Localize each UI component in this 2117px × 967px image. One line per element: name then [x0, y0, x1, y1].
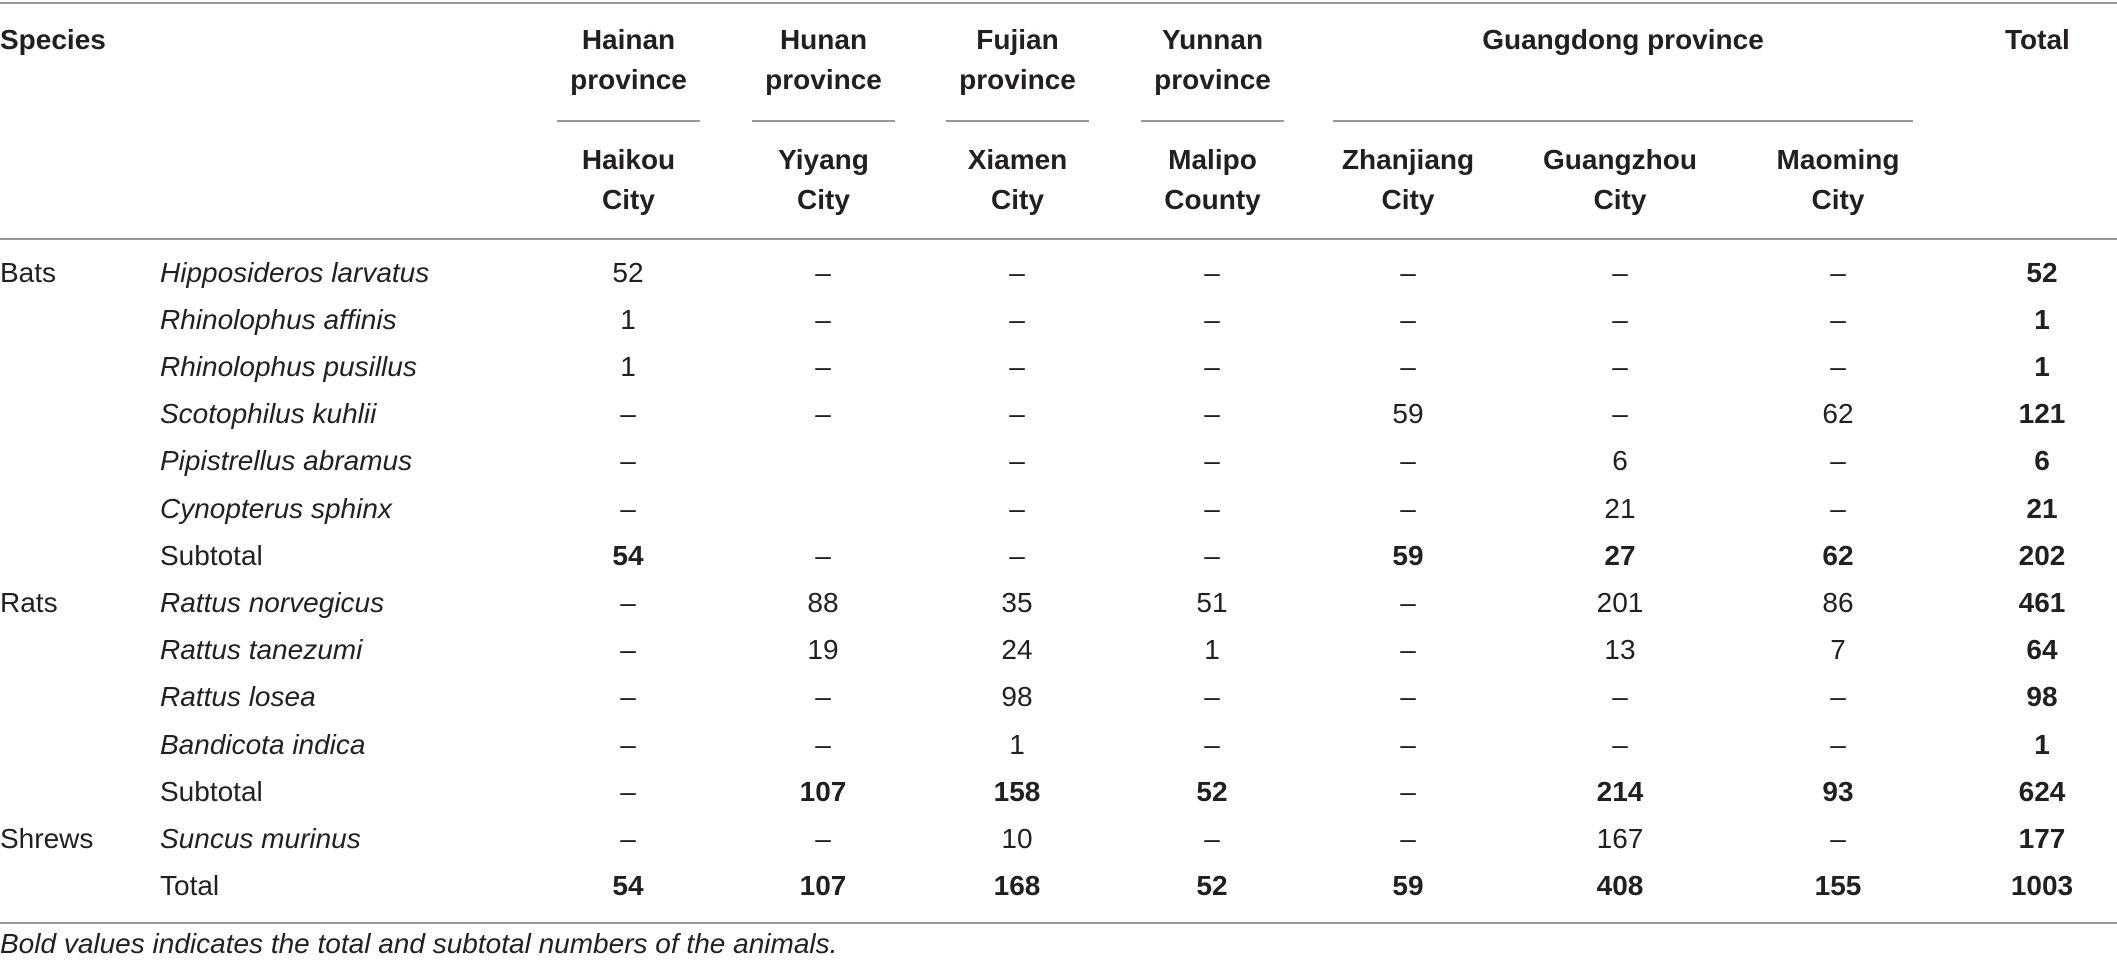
- city-line1: Haikou: [581, 144, 676, 175]
- count-cell: 54: [612, 870, 644, 902]
- count-cell: 1: [620, 303, 636, 335]
- city-header-guangzhou: [1535, 140, 1705, 220]
- count-cell: 51: [1196, 586, 1228, 618]
- count-cell: –: [1400, 586, 1416, 618]
- count-cell: –: [1009, 350, 1025, 382]
- count-cell: –: [1612, 398, 1628, 430]
- species-label: Suncus murinus: [160, 822, 361, 854]
- count-cell: 107: [799, 775, 847, 807]
- group-label: [0, 721, 150, 768]
- count-cell: –: [1830, 822, 1846, 854]
- count-cell: –: [1400, 445, 1416, 477]
- species-label: Rattus tanezumi: [160, 634, 363, 666]
- count-cell: –: [1830, 256, 1846, 288]
- city-line2: City: [1593, 184, 1647, 215]
- count-cell: –: [1400, 822, 1416, 854]
- count-cell: 59: [1392, 870, 1424, 902]
- count-cell: 6: [1612, 445, 1628, 477]
- count-cell: –: [1830, 350, 1846, 382]
- count-cell: 19: [807, 634, 839, 666]
- group-label: Shrews: [0, 822, 94, 854]
- count-cell: –: [620, 445, 636, 477]
- count-cell: 214: [1596, 775, 1644, 807]
- city-line2: City: [797, 184, 850, 215]
- count-cell: 27: [1604, 539, 1636, 571]
- city-line2: City: [1811, 184, 1865, 215]
- province-line2: province: [570, 64, 687, 95]
- count-cell: –: [815, 350, 831, 382]
- count-cell: 1: [1009, 728, 1025, 760]
- species-label: Rhinolophus affinis: [160, 303, 397, 335]
- count-cell: –: [1204, 822, 1220, 854]
- count-cell: –: [1204, 303, 1220, 335]
- count-cell: –: [815, 822, 831, 854]
- count-cell: 168: [993, 870, 1041, 902]
- count-cell: 201: [1596, 586, 1644, 618]
- province-line2: province: [1154, 64, 1271, 95]
- count-cell: –: [1612, 256, 1628, 288]
- count-cell: –: [1612, 728, 1628, 760]
- rule-guangdong: [1333, 120, 1913, 122]
- count-cell: 7: [1830, 634, 1846, 666]
- count-cell: –: [1009, 303, 1025, 335]
- count-cell: –: [1009, 492, 1025, 524]
- count-cell: 167: [1596, 822, 1644, 854]
- city-line2: City: [602, 184, 655, 215]
- count-cell: 52: [1196, 870, 1228, 902]
- total-cell: 21: [2026, 492, 2058, 524]
- count-cell: –: [1204, 445, 1220, 477]
- count-cell: –: [620, 586, 636, 618]
- count-cell: 59: [1392, 539, 1424, 571]
- group-label: Bats: [0, 256, 57, 288]
- count-cell: –: [1204, 256, 1220, 288]
- count-cell: 24: [1001, 634, 1033, 666]
- province-line2: province: [959, 64, 1076, 95]
- total-cell: 6: [2034, 445, 2050, 477]
- city-line1: Guangzhou: [1543, 144, 1697, 175]
- count-cell: 21: [1604, 492, 1636, 524]
- count-cell: [753, 438, 893, 485]
- rule-yunnan: [1141, 120, 1284, 122]
- count-cell: –: [1612, 681, 1628, 713]
- count-cell: –: [1400, 634, 1416, 666]
- count-cell: –: [1009, 539, 1025, 571]
- city-line1: Xiamen: [967, 144, 1068, 175]
- rule-hunan: [752, 120, 895, 122]
- city-header-xiamen: [946, 140, 1089, 220]
- city-header-haikou: [557, 140, 700, 220]
- count-cell: –: [620, 728, 636, 760]
- species-label: Subtotal: [160, 539, 263, 571]
- count-cell: –: [815, 728, 831, 760]
- count-cell: –: [620, 398, 636, 430]
- species-header: Species: [0, 24, 106, 55]
- count-cell: –: [620, 681, 636, 713]
- species-label: Total: [160, 870, 220, 902]
- count-cell: 107: [799, 870, 847, 902]
- count-cell: 59: [1392, 398, 1424, 430]
- count-cell: 155: [1814, 870, 1862, 902]
- group-label: [0, 438, 150, 485]
- city-header-zhanjiang: [1333, 140, 1483, 220]
- province-header-fujian: [946, 20, 1089, 100]
- count-cell: –: [620, 492, 636, 524]
- count-cell: –: [620, 634, 636, 666]
- province-line1: Hunan: [779, 24, 868, 55]
- count-cell: 54: [612, 539, 644, 571]
- total-cell: 1003: [2010, 870, 2074, 902]
- city-line1: Malipo: [1168, 144, 1257, 175]
- count-cell: 98: [1001, 681, 1033, 713]
- count-cell: –: [1204, 539, 1220, 571]
- group-label: [0, 343, 150, 390]
- count-cell: 408: [1596, 870, 1644, 902]
- province-line1: Guangdong province: [1482, 24, 1764, 55]
- group-label: [0, 485, 150, 532]
- total-cell: 98: [2026, 681, 2058, 713]
- total-cell: 52: [2026, 256, 2058, 288]
- rule-hainan: [557, 120, 700, 122]
- group-label: [0, 674, 150, 721]
- city-line1: Zhanjiang: [1341, 144, 1475, 175]
- city-header-malipo: [1141, 140, 1284, 220]
- count-cell: –: [1400, 350, 1416, 382]
- count-cell: [753, 485, 893, 532]
- total-cell: 1: [2034, 303, 2050, 335]
- group-label: [0, 768, 150, 815]
- count-cell: 62: [1822, 398, 1854, 430]
- count-cell: –: [1612, 350, 1628, 382]
- species-label: Subtotal: [160, 775, 263, 807]
- count-cell: –: [1204, 350, 1220, 382]
- count-cell: 86: [1822, 586, 1854, 618]
- count-cell: –: [1009, 445, 1025, 477]
- footnote: Bold values indicates the total and subtotal numbers of the animals.: [0, 928, 838, 959]
- count-cell: –: [1830, 728, 1846, 760]
- group-label: [0, 296, 150, 343]
- count-cell: –: [1009, 256, 1025, 288]
- province-header-hainan: [557, 20, 700, 100]
- total-header: Total: [2005, 24, 2070, 55]
- count-cell: –: [1830, 681, 1846, 713]
- group-label: Rats: [0, 586, 58, 618]
- group-label: [0, 627, 150, 674]
- province-header-hunan: [752, 20, 895, 100]
- total-cell: 461: [2018, 586, 2066, 618]
- count-cell: 52: [612, 256, 644, 288]
- city-line2: County: [1164, 184, 1261, 215]
- group-label: [0, 391, 150, 438]
- count-cell: –: [1830, 445, 1846, 477]
- count-cell: –: [1400, 728, 1416, 760]
- total-cell: 121: [2018, 398, 2066, 430]
- province-header-guangdong: [1333, 20, 1913, 60]
- city-line1: Yiyang: [778, 144, 869, 175]
- group-label: [0, 863, 150, 910]
- count-cell: 10: [1001, 822, 1033, 854]
- total-cell: 1: [2034, 350, 2050, 382]
- count-cell: –: [1830, 303, 1846, 335]
- total-cell: 64: [2026, 634, 2058, 666]
- rule-fujian: [946, 120, 1089, 122]
- species-label: Rattus norvegicus: [160, 586, 385, 618]
- count-cell: –: [1204, 398, 1220, 430]
- count-cell: –: [1400, 256, 1416, 288]
- count-cell: 93: [1822, 775, 1854, 807]
- total-cell: 177: [2018, 822, 2066, 854]
- count-cell: –: [1204, 681, 1220, 713]
- city-line1: Maoming: [1776, 144, 1900, 175]
- count-cell: –: [815, 303, 831, 335]
- count-cell: 52: [1196, 775, 1228, 807]
- count-cell: –: [1009, 398, 1025, 430]
- species-label: Rhinolophus pusillus: [160, 350, 417, 382]
- city-line2: City: [991, 184, 1044, 215]
- count-cell: –: [620, 775, 636, 807]
- count-cell: 62: [1822, 539, 1854, 571]
- count-cell: –: [1400, 303, 1416, 335]
- count-cell: –: [620, 822, 636, 854]
- count-cell: –: [1830, 492, 1846, 524]
- species-label: Hipposideros larvatus: [160, 256, 430, 288]
- group-label: [0, 532, 150, 579]
- count-cell: –: [1204, 492, 1220, 524]
- count-cell: 158: [993, 775, 1041, 807]
- count-cell: –: [815, 539, 831, 571]
- total-cell: 202: [2018, 539, 2066, 571]
- top-rule: [0, 2, 2117, 4]
- total-cell: 624: [2018, 775, 2066, 807]
- province-line1: Yunnan: [1161, 24, 1264, 55]
- province-line2: province: [765, 64, 882, 95]
- province-line1: Fujian: [976, 24, 1059, 55]
- count-cell: 1: [620, 350, 636, 382]
- count-cell: 1: [1204, 634, 1220, 666]
- province-line1: Hainan: [581, 24, 676, 55]
- total-cell: 1: [2034, 728, 2050, 760]
- count-cell: –: [1400, 775, 1416, 807]
- count-cell: –: [815, 398, 831, 430]
- city-line2: City: [1381, 184, 1435, 215]
- count-cell: –: [815, 681, 831, 713]
- count-cell: –: [1612, 303, 1628, 335]
- species-label: Scotophilus kuhlii: [160, 398, 377, 430]
- species-label: Pipistrellus abramus: [160, 445, 413, 477]
- count-cell: 35: [1001, 586, 1033, 618]
- species-label: Cynopterus sphinx: [160, 492, 392, 524]
- count-cell: –: [1400, 681, 1416, 713]
- bottom-rule: [0, 922, 2117, 924]
- species-label: Bandicota indica: [160, 728, 366, 760]
- count-cell: 88: [807, 586, 839, 618]
- city-header-maoming: [1763, 140, 1913, 220]
- count-cell: –: [1400, 492, 1416, 524]
- count-cell: –: [1204, 728, 1220, 760]
- count-cell: –: [815, 256, 831, 288]
- province-header-yunnan: [1141, 20, 1284, 100]
- header-rule: [0, 238, 2117, 240]
- city-header-yiyang: [752, 140, 895, 220]
- count-cell: 13: [1604, 634, 1636, 666]
- species-label: Rattus losea: [160, 681, 316, 713]
